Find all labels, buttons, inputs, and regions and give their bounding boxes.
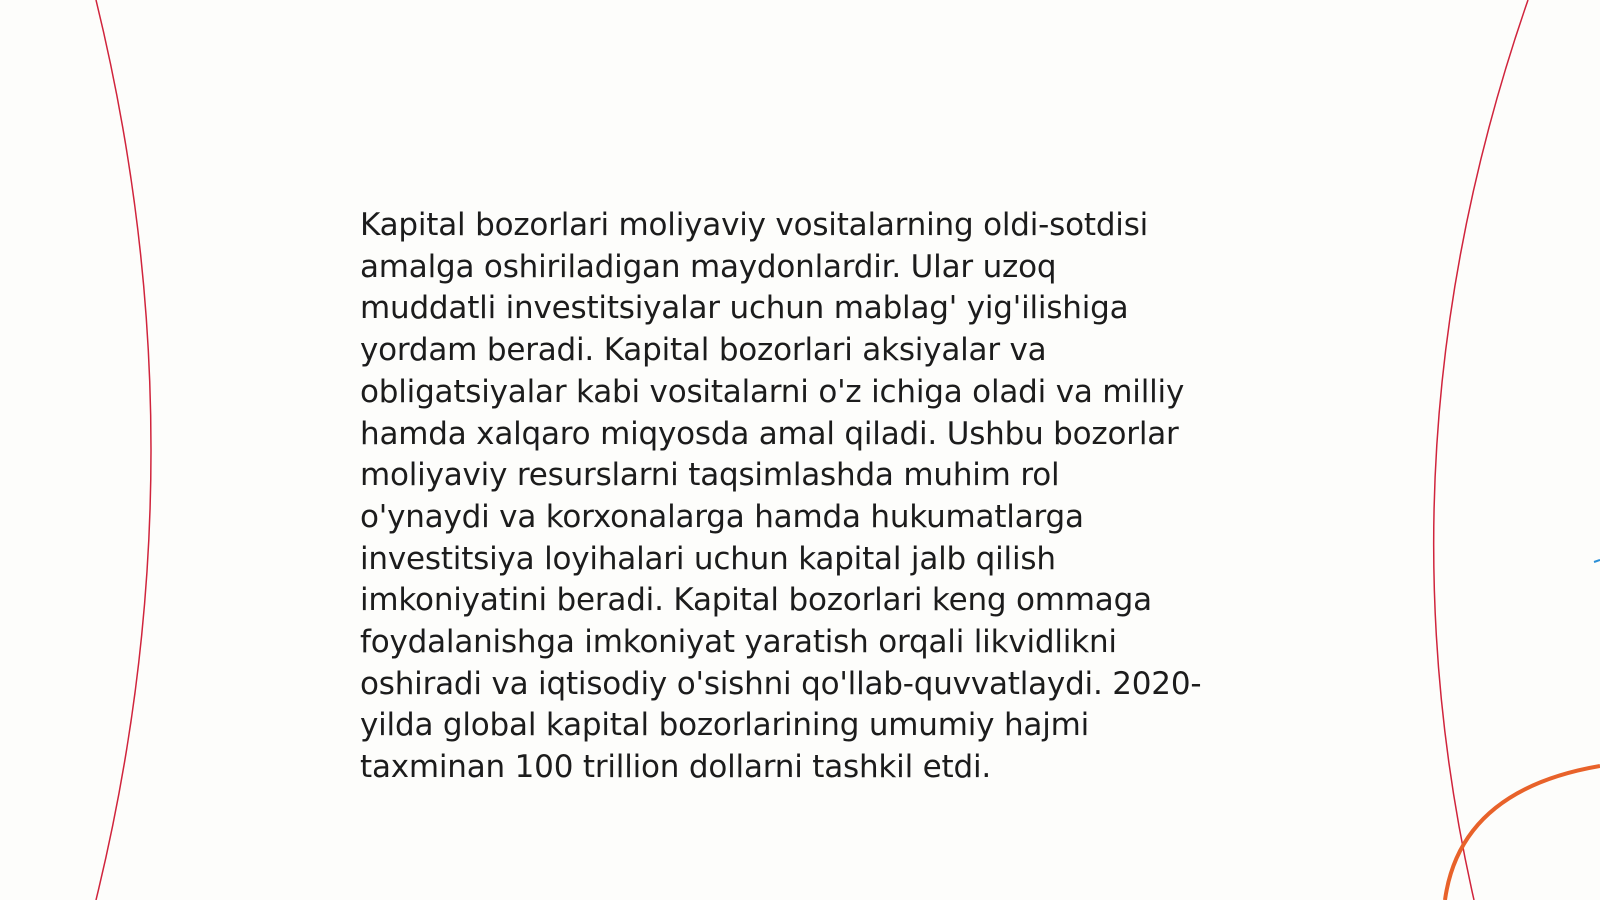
right-curve-line	[1434, 0, 1528, 900]
body-paragraph: Kapital bozorlari moliyaviy vositalarning oldi-sotdisi amalga oshiriladigan maydonlardir. Ular uzoq muddatli investitsiyalar uchun mablag' yig'ilishiga yordam beradi. Kapital bozorlari aksiyalar va obligatsiyalar kabi vositalarni o'z ichiga oladi va milliy hamda xalqaro miqyosda amal qiladi. Ushbu bozorlar moliyaviy resurslarni taqsimlashda muhim rol o'ynaydi va korxonalarga hamda hukumatlarga investitsiya loyihalari uchun kapital jalb qilish imkoniyatini beradi. Kapital bozorlari keng ommaga foydalanishga imkoniyat yaratish orqali likvidlikni oshiradi va iqtisodiy o'sishni qo'llab-quvvatlaydi. 2020- yilda global kapital bozorlarining umumiy hajmi taxminan 100 trillion dollarni tashkil etdi.	[360, 207, 1202, 786]
orange-arc	[1445, 766, 1600, 900]
left-curve-line	[96, 0, 151, 900]
blue-tick	[1594, 560, 1600, 562]
